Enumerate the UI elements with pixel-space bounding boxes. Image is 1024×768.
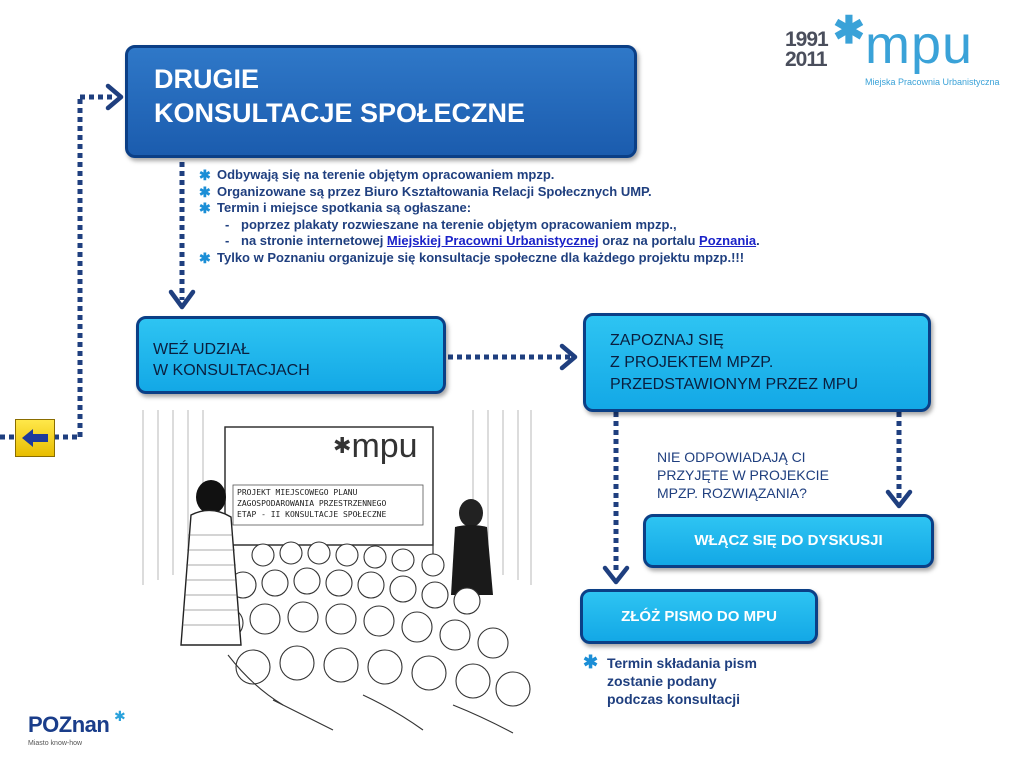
join-consultations-box[interactable] bbox=[136, 316, 446, 394]
bullet-asterisk-icon: ✱ bbox=[199, 200, 211, 216]
list-item bbox=[199, 167, 839, 184]
sub-list-item bbox=[199, 217, 839, 234]
bullet-asterisk-icon: ✱ bbox=[199, 167, 211, 183]
list-item bbox=[199, 200, 839, 217]
asterisk-icon: ✱ bbox=[114, 708, 126, 724]
sub-list-item-text: poprzez plakaty rozwieszane na terenie objętym opracowaniem mpzp., bbox=[241, 216, 677, 232]
bullet-asterisk-icon: ✱ bbox=[199, 183, 211, 200]
sub-list-item-text: na stronie internetowej bbox=[241, 233, 387, 248]
list-item-text: Termin i miejsce spotkania są ogłaszane: bbox=[217, 200, 472, 215]
arrow-left-icon bbox=[16, 420, 54, 456]
logo-brand: POZnan bbox=[28, 712, 110, 737]
asterisk-icon: ✱ bbox=[833, 10, 865, 52]
deadline-note: ✱ Termin składania pism zostanie podany podczas konsultacji bbox=[583, 652, 757, 707]
discussion-label: WŁĄCZ SIĘ DO DYSKUSJI bbox=[694, 532, 883, 549]
title-line-2: KONSULTACJE SPOŁECZNE bbox=[154, 98, 526, 128]
review-project-box[interactable] bbox=[583, 313, 931, 412]
list-item bbox=[199, 250, 839, 267]
title-line-1: DRUGIE bbox=[154, 64, 260, 94]
join-discussion-box[interactable] bbox=[643, 514, 934, 568]
bullet-asterisk-icon: ✱ bbox=[199, 249, 211, 266]
list-item-text: Tylko w Poznaniu organizuje się konsultacje społeczne dla każdego projektu mpzp.!!! bbox=[217, 249, 745, 265]
letter-label: ZŁÓŻ PISMO DO MPU bbox=[621, 608, 777, 625]
dash-marker: - bbox=[225, 216, 230, 232]
review-line-3: PRZEDSTAWIONYM PRZEZ MPU bbox=[610, 376, 858, 393]
asterisk-icon: ✱ bbox=[333, 433, 352, 458]
dash-marker: - bbox=[225, 233, 230, 248]
sub-list-item-text: oraz na portalu bbox=[598, 233, 700, 248]
back-button[interactable] bbox=[15, 419, 55, 457]
logo-tagline: Miasto know-how bbox=[28, 740, 83, 747]
logo-brand: mpu bbox=[865, 15, 974, 75]
screen-caption: PROJEKT MIEJSCOWEGO PLANU ZAGOSPODAROWANIA PRZESTRZENNEGO ETAP - II KONSULTACJE SPOŁECZNE bbox=[237, 488, 387, 519]
review-line-1: ZAPOZNAJ SIĘ bbox=[610, 332, 724, 349]
consultation-sketch bbox=[133, 405, 538, 735]
poznan-portal-link[interactable]: Poznania bbox=[699, 233, 757, 248]
screen-logo: ✱mpu bbox=[333, 427, 418, 465]
sub-list-item-text: . bbox=[756, 233, 760, 248]
info-list bbox=[199, 167, 839, 266]
list-item bbox=[199, 184, 839, 201]
list-item-text: Odbywają się na terenie objętym opracowaniem mpzp. bbox=[217, 167, 555, 182]
logo-subtitle: Miejska Pracownia Urbanistyczna bbox=[865, 77, 1000, 87]
poznan-logo bbox=[28, 708, 138, 752]
question-text: NIE ODPOWIADAJĄ CI PRZYJĘTE W PROJEKCIE MPZP. ROZWIĄZANIA? bbox=[657, 449, 829, 501]
asterisk-icon: ✱ bbox=[583, 652, 599, 672]
logo-years-bottom: 2011 bbox=[785, 48, 827, 71]
mpu-website-link[interactable]: Miejskiej Pracowni Urbanistycznej bbox=[386, 233, 599, 248]
title-box bbox=[125, 45, 637, 158]
join-line-2: W KONSULTACJACH bbox=[153, 362, 310, 379]
logo-years-top: 1991 bbox=[785, 28, 828, 51]
submit-letter-box[interactable] bbox=[580, 589, 818, 644]
join-line-1: WEŹ UDZIAŁ bbox=[153, 341, 250, 358]
sub-list-item bbox=[199, 233, 839, 250]
review-line-2: Z PROJEKTEM MPZP. bbox=[610, 354, 774, 371]
list-item-text: Organizowane są przez Biuro Kształtowania Relacji Społecznych UMP. bbox=[217, 183, 652, 199]
